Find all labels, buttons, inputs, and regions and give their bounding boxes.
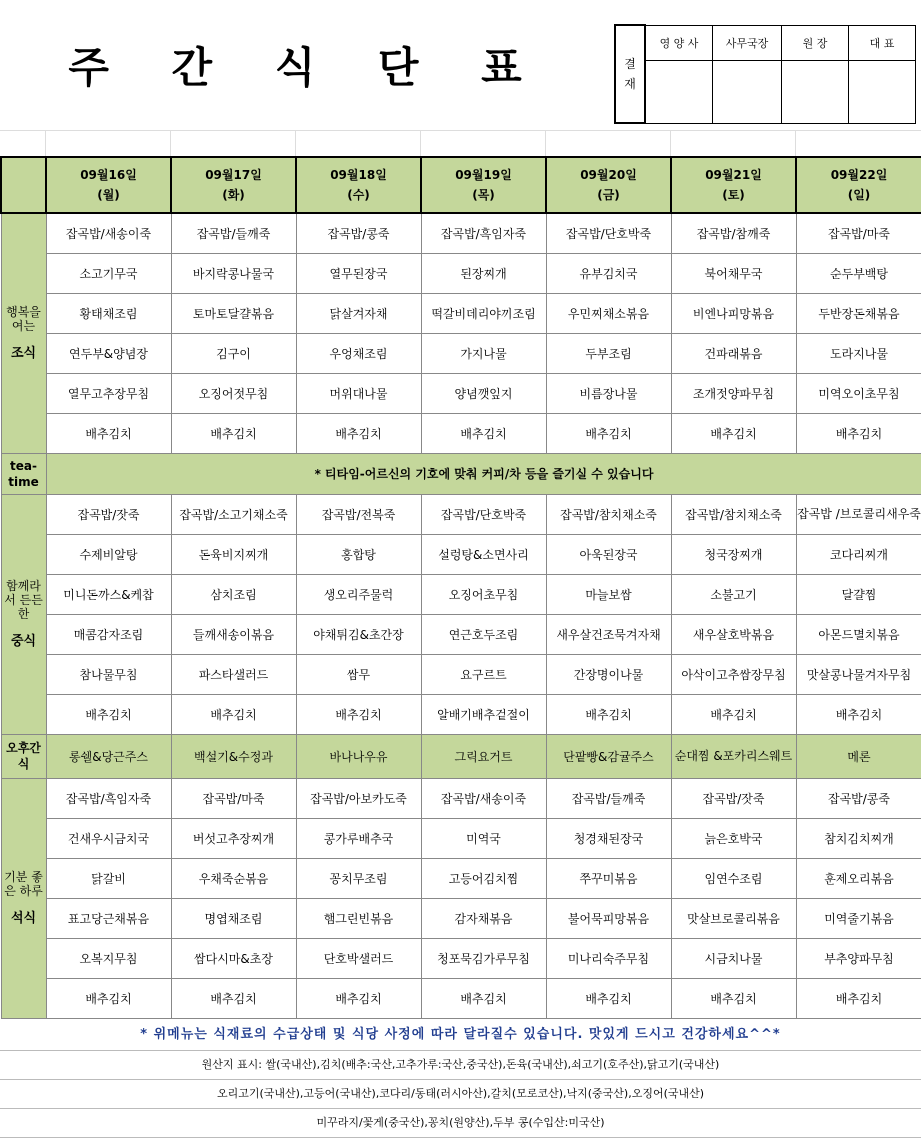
breakfast-row: [1, 253, 921, 293]
menu-item: 황태채조림: [46, 293, 171, 333]
menu-item: 바지락콩나물국: [171, 253, 296, 293]
menu-item: 소불고기: [671, 574, 796, 614]
menu-item: 파스타샐러드: [171, 654, 296, 694]
day-header-cell: [46, 157, 171, 213]
dinner-row: [1, 778, 921, 818]
menu-item: 명엽채조림: [171, 898, 296, 938]
menu-item: 매콤감자조림: [46, 614, 171, 654]
corner-cell: [1, 157, 46, 213]
menu-item: 배추김치: [421, 413, 546, 453]
menu-item: 고등어김치찜: [421, 858, 546, 898]
lunch-row: [1, 614, 921, 654]
menu-item: 토마토달걀볶음: [171, 293, 296, 333]
menu-item: 두반장돈채볶음: [796, 293, 921, 333]
menu-item: 조개젓양파무침: [671, 373, 796, 413]
menu-item: 우엉채조림: [296, 333, 421, 373]
menu-item: 잡곡밥/새송이죽: [421, 778, 546, 818]
menu-item: 청경채된장국: [546, 818, 671, 858]
day-date: 09월18일: [330, 168, 387, 182]
menu-item: 알배기배추겉절이: [421, 694, 546, 734]
lunch-side-label: [1, 494, 46, 734]
menu-item: 들깨새송이볶음: [171, 614, 296, 654]
teatime-row: [1, 453, 921, 494]
day-of-week: (화): [222, 188, 245, 202]
menu-item: 돈육비지찌개: [171, 534, 296, 574]
day-date: 09월17일: [205, 168, 262, 182]
day-of-week: (월): [97, 188, 120, 202]
lunch-row: [1, 494, 921, 534]
menu-item: 부추양파무침: [796, 938, 921, 978]
menu-item: 건새우시금치국: [46, 818, 171, 858]
menu-item: 햄그린빈볶음: [296, 898, 421, 938]
menu-item: 임연수조림: [671, 858, 796, 898]
menu-item: 홍합탕: [296, 534, 421, 574]
menu-item: 잡곡밥/들깨죽: [171, 213, 296, 253]
snack-label: 오후간식: [1, 734, 46, 778]
menu-item: 마늘보쌈: [546, 574, 671, 614]
menu-item: 맛살브로콜리볶음: [671, 898, 796, 938]
dinner-caption: 기분 좋은 하루: [4, 870, 43, 898]
menu-item: 표고당근채볶음: [46, 898, 171, 938]
snack-row: [1, 734, 921, 778]
lunch-row: [1, 654, 921, 694]
dinner-row: [1, 938, 921, 978]
menu-item: 잡곡밥/참깨죽: [671, 213, 796, 253]
day-of-week: (수): [347, 188, 370, 202]
approval-side-label: 결 재: [615, 25, 645, 123]
approval-sign-box[interactable]: [645, 61, 713, 123]
menu-item: 미나리숙주무침: [546, 938, 671, 978]
approval-role-nutritionist: 영 양 사: [645, 25, 713, 61]
menu-item: 떡갈비데리야끼조림: [421, 293, 546, 333]
snack-item: 메론: [796, 734, 921, 778]
menu-item: 배추김치: [296, 413, 421, 453]
menu-item: 유부김치국: [546, 253, 671, 293]
menu-item: 잡곡밥/잣죽: [671, 778, 796, 818]
snack-item: 단팥빵&감귤주스: [546, 734, 671, 778]
lunch-row: [1, 574, 921, 614]
menu-item: 버섯고추장찌개: [171, 818, 296, 858]
menu-item: 오징어초무침: [421, 574, 546, 614]
menu-item: 잡곡밥/콩죽: [296, 213, 421, 253]
menu-item: 배추김치: [546, 694, 671, 734]
day-date: 09월20일: [580, 168, 637, 182]
menu-item: 청국장찌개: [671, 534, 796, 574]
menu-item: 쌈무: [296, 654, 421, 694]
menu-item: 열무고추장무침: [46, 373, 171, 413]
teatime-text: * 티타임-어르신의 기호에 맞춰 커피/차 등을 즐기실 수 있습니다: [46, 453, 921, 494]
menu-item: 배추김치: [671, 694, 796, 734]
lunch-label: 중식: [10, 634, 37, 649]
menu-item: 연두부&양념장: [46, 333, 171, 373]
footer-notice: * 위메뉴는 식재료의 수급상태 및 식당 사정에 따라 달라질수 있습니다. 맛있게 드시고 건강하세요^^*: [0, 1020, 921, 1051]
lunch-row: [1, 694, 921, 734]
lunch-row: [1, 534, 921, 574]
approval-sign-box[interactable]: [849, 61, 916, 123]
menu-item: 삼치조림: [171, 574, 296, 614]
snack-item: 롱쉘&당근주스: [46, 734, 171, 778]
menu-item: 잡곡밥/잣죽: [46, 494, 171, 534]
menu-item: 단호박샐러드: [296, 938, 421, 978]
menu-item: 감자채볶음: [421, 898, 546, 938]
approval-box: [614, 24, 916, 124]
breakfast-row: [1, 293, 921, 333]
menu-item: 잡곡밥/소고기채소죽: [171, 494, 296, 534]
menu-item: 비엔나피망볶음: [671, 293, 796, 333]
menu-item: 배추김치: [296, 694, 421, 734]
menu-item: 맛살콩나물겨자무침: [796, 654, 921, 694]
menu-item: 불어묵피망볶음: [546, 898, 671, 938]
day-header-cell: [421, 157, 546, 213]
weekly-menu-table: [0, 156, 921, 1019]
day-date: 09월16일: [80, 168, 137, 182]
menu-item: 순두부백탕: [796, 253, 921, 293]
dinner-side-label: [1, 778, 46, 1018]
menu-item: 배추김치: [46, 694, 171, 734]
menu-item: 배추김치: [546, 413, 671, 453]
menu-item: 잡곡밥/전복죽: [296, 494, 421, 534]
menu-item: 닭살겨자채: [296, 293, 421, 333]
day-header-cell: [796, 157, 921, 213]
menu-item: 새우살호박볶음: [671, 614, 796, 654]
menu-item: 미역국: [421, 818, 546, 858]
day-header-cell: [671, 157, 796, 213]
menu-item: 늙은호박국: [671, 818, 796, 858]
dinner-row: [1, 898, 921, 938]
menu-item: 배추김치: [796, 694, 921, 734]
day-of-week: (일): [847, 188, 871, 202]
menu-item: 잡곡밥/아보카도죽: [296, 778, 421, 818]
breakfast-caption: 행복을 여는: [6, 305, 41, 334]
dinner-row: [1, 858, 921, 898]
page-title: 주 간 식 단 표: [68, 43, 546, 92]
approval-role-director: 원 장: [782, 25, 849, 61]
menu-item: 김구이: [171, 333, 296, 373]
menu-item: 양념깻잎지: [421, 373, 546, 413]
menu-item: 북어채무국: [671, 253, 796, 293]
menu-item: 미역오이초무침: [796, 373, 921, 413]
menu-item: 수제비알탕: [46, 534, 171, 574]
menu-item: 배추김치: [671, 978, 796, 1018]
day-header-cell: [296, 157, 421, 213]
menu-item: 훈제오리볶음: [796, 858, 921, 898]
breakfast-row: [1, 413, 921, 453]
menu-item: 배추김치: [171, 978, 296, 1018]
day-of-week: (목): [472, 188, 495, 202]
day-date: 09월22일: [830, 168, 888, 182]
approval-sign-box[interactable]: [782, 61, 849, 123]
menu-item: 아삭이고추쌈장무침: [671, 654, 796, 694]
menu-item: 간장명이나물: [546, 654, 671, 694]
menu-item: 아몬드멸치볶음: [796, 614, 921, 654]
breakfast-row: [1, 373, 921, 413]
menu-item: 우민찌채소볶음: [546, 293, 671, 333]
menu-item: 배추김치: [671, 413, 796, 453]
menu-item: 콩가루배추국: [296, 818, 421, 858]
menu-item: 시금치나물: [671, 938, 796, 978]
menu-item: 배추김치: [421, 978, 546, 1018]
menu-item: 배추김치: [546, 978, 671, 1018]
menu-item: 닭갈비: [46, 858, 171, 898]
menu-item: 우채죽순볶음: [171, 858, 296, 898]
empty-spacer-row: [0, 130, 921, 157]
approval-role-ceo: 대 표: [849, 25, 916, 61]
day-header-cell: [171, 157, 296, 213]
menu-item: 배추김치: [296, 978, 421, 1018]
menu-item: 배추김치: [46, 413, 171, 453]
menu-item: 꽁치무조림: [296, 858, 421, 898]
menu-item: 설렁탕&소면사리: [421, 534, 546, 574]
snack-item: 순대찜 &포카리스웨트: [671, 734, 796, 778]
day-date: 09월21일: [705, 168, 762, 182]
menu-item: 배추김치: [796, 413, 921, 453]
menu-item: 미역줄기볶음: [796, 898, 921, 938]
menu-item: 머위대나물: [296, 373, 421, 413]
menu-item: 쭈꾸미볶음: [546, 858, 671, 898]
dinner-row: [1, 978, 921, 1018]
footer: [0, 1020, 921, 1138]
menu-item: 잡곡밥/참치채소죽: [546, 494, 671, 534]
menu-item: 건파래볶음: [671, 333, 796, 373]
day-date: 09월19일: [455, 168, 512, 182]
breakfast-side-label: [1, 213, 46, 453]
menu-item: 잡곡밥 /브로콜리새우죽: [796, 494, 921, 534]
menu-item: 야채튀김&초간장: [296, 614, 421, 654]
menu-item: 배추김치: [171, 413, 296, 453]
menu-item: 새우살건조묵겨자채: [546, 614, 671, 654]
menu-item: 생오리주물럭: [296, 574, 421, 614]
menu-item: 잡곡밥/흑임자죽: [421, 213, 546, 253]
menu-item: 비름장나물: [546, 373, 671, 413]
menu-item: 쌈다시마&초장: [171, 938, 296, 978]
menu-item: 요구르트: [421, 654, 546, 694]
menu-item: 소고기무국: [46, 253, 171, 293]
approval-role-office-manager: 사무국장: [713, 25, 782, 61]
menu-item: 청포묵김가루무침: [421, 938, 546, 978]
menu-item: 아욱된장국: [546, 534, 671, 574]
menu-item: 미니돈까스&케찹: [46, 574, 171, 614]
menu-item: 배추김치: [796, 978, 921, 1018]
snack-item: 백설기&수정과: [171, 734, 296, 778]
breakfast-row: [1, 213, 921, 253]
day-of-week: (토): [722, 188, 745, 202]
menu-item: 잡곡밥/단호박죽: [421, 494, 546, 534]
menu-item: 달걀찜: [796, 574, 921, 614]
day-of-week: (금): [597, 188, 620, 202]
menu-item: 오복지무침: [46, 938, 171, 978]
breakfast-row: [1, 333, 921, 373]
menu-item: 잡곡밥/새송이죽: [46, 213, 171, 253]
snack-item: 그릭요거트: [421, 734, 546, 778]
menu-item: 두부조림: [546, 333, 671, 373]
day-header-cell: [546, 157, 671, 213]
menu-item: 가지나물: [421, 333, 546, 373]
menu-item: 참나물무침: [46, 654, 171, 694]
lunch-caption: 함께라서 든든한: [4, 579, 43, 621]
teatime-label: tea-time: [1, 453, 46, 494]
menu-item: 배추김치: [171, 694, 296, 734]
approval-sign-box[interactable]: [713, 61, 782, 123]
menu-item: 연근호두조림: [421, 614, 546, 654]
dinner-row: [1, 818, 921, 858]
origin-line-3: 미꾸라지/꽃게(중국산),꽁치(원양산),두부 콩(수입산:미국산): [0, 1109, 921, 1138]
menu-item: 참치김치찌개: [796, 818, 921, 858]
menu-item: 배추김치: [46, 978, 171, 1018]
menu-item: 잡곡밥/흑임자죽: [46, 778, 171, 818]
origin-line-2: 오리고기(국내산),고등어(국내산),코다리/동태(러시아산),갈치(모로코산),낙지(중국산),오징어(국내산): [0, 1080, 921, 1109]
menu-item: 코다리찌개: [796, 534, 921, 574]
menu-item: 잡곡밥/마죽: [171, 778, 296, 818]
menu-item: 도라지나물: [796, 333, 921, 373]
menu-item: 오징어젓무침: [171, 373, 296, 413]
menu-item: 잡곡밥/콩죽: [796, 778, 921, 818]
menu-item: 잡곡밥/참치채소죽: [671, 494, 796, 534]
menu-item: 잡곡밥/단호박죽: [546, 213, 671, 253]
dinner-label: 석식: [10, 911, 37, 926]
menu-item: 잡곡밥/마죽: [796, 213, 921, 253]
menu-item: 된장찌개: [421, 253, 546, 293]
snack-item: 바나나우유: [296, 734, 421, 778]
origin-line-1: 원산지 표시: 쌀(국내산),김치(배추:국산,고추가루:국산,중국산),돈육(국내산),쇠고기(호주산),닭고기(국내산): [0, 1051, 921, 1080]
breakfast-label: 조식: [10, 346, 37, 362]
menu-item: 잡곡밥/들깨죽: [546, 778, 671, 818]
menu-item: 열무된장국: [296, 253, 421, 293]
date-header-row: [1, 157, 921, 213]
